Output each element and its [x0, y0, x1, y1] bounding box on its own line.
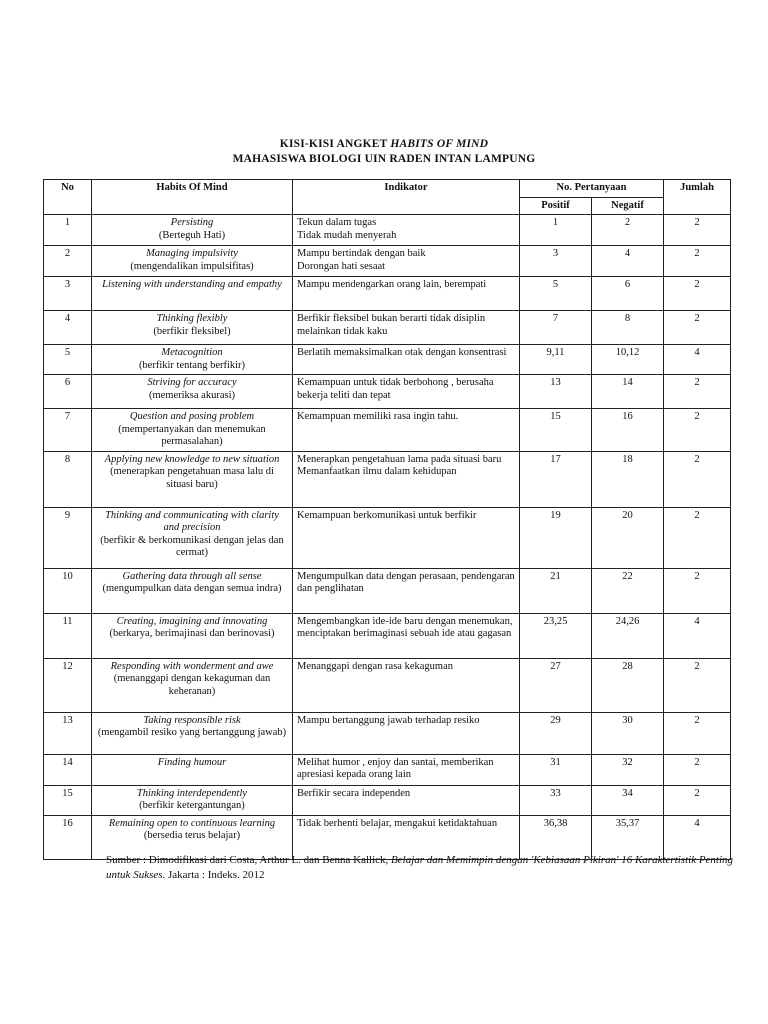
negatif-cell: 18 [592, 451, 664, 507]
positif-cell: 29 [520, 712, 592, 754]
negatif-cell: 30 [592, 712, 664, 754]
indikator-cell [293, 311, 520, 345]
negatif-cell: 8 [592, 311, 664, 345]
row-number: 7 [44, 409, 92, 452]
row-number: 1 [44, 215, 92, 246]
jumlah-cell: 2 [664, 215, 731, 246]
indikator-cell [293, 375, 520, 409]
header-positif: Positif [520, 197, 592, 215]
negatif-cell: 24,26 [592, 613, 664, 658]
row-number: 11 [44, 613, 92, 658]
negatif-cell: 10,12 [592, 345, 664, 375]
indikator-cell [293, 613, 520, 658]
indikator-line: Kemampuan untuk tidak berbohong , berusaha bekerja teliti dan tepat [297, 377, 494, 401]
habit-cell [92, 375, 293, 409]
habit-cell [92, 613, 293, 658]
source-title: Belajar dan Memimpin dengan 'Kebiasaan Pikiran' 16 Karaktertistik Penting untuk Sukses [106, 854, 734, 881]
title-italic: HABITS OF MIND [390, 138, 489, 150]
source-suffix: . Jakarta : Indeks. 2012 [162, 869, 265, 881]
indikator-cell [293, 246, 520, 277]
row-number: 12 [44, 658, 92, 712]
habit-english: Question and posing problem [129, 411, 255, 422]
habit-cell [92, 345, 293, 375]
jumlah-cell: 2 [664, 754, 731, 785]
row-number: 6 [44, 375, 92, 409]
habit-indonesian: (menanggapi dengan kekaguman dan keheranan) [113, 673, 271, 697]
indikator-line: Mengembangkan ide-ide baru dengan menemukan, menciptakan berimaginasi sebuah ide atau gagasan [297, 615, 513, 639]
habit-english: Thinking flexibly [156, 313, 228, 324]
indikator-line: Memanfaatkan ilmu dalam kehidupan [297, 466, 457, 477]
habit-indonesian: (memeriksa akurasi) [148, 389, 235, 401]
habit-english: Applying new knowledge to new situation [104, 453, 280, 465]
row-number: 9 [44, 507, 92, 568]
habit-indonesian: (menerapkan pengetahuan masa lalu di situasi baru) [110, 466, 274, 490]
row-number: 8 [44, 451, 92, 507]
habit-english: Responding with wonderment and awe [110, 660, 274, 672]
table-row [44, 658, 731, 712]
table-row [44, 754, 731, 785]
table-row [44, 345, 731, 375]
negatif-cell: 16 [592, 409, 664, 452]
positif-cell: 15 [520, 409, 592, 452]
negatif-cell: 14 [592, 375, 664, 409]
jumlah-cell: 2 [664, 712, 731, 754]
habit-cell [92, 246, 293, 277]
negatif-cell: 2 [592, 215, 664, 246]
habit-cell [92, 409, 293, 452]
habit-indonesian: (mempertanyakan dan menemukan permasalahan) [118, 423, 266, 447]
table-row [44, 375, 731, 409]
positif-cell: 27 [520, 658, 592, 712]
indikator-line: Berfikir fleksibel bukan berarti tidak disiplin melainkan tidak kaku [297, 313, 486, 337]
negatif-cell: 28 [592, 658, 664, 712]
indikator-line: Tekun dalam tugas [297, 217, 377, 228]
table-row [44, 507, 731, 568]
indikator-line: Mengumpulkan data dengan perasaan, pendengaran dan penglihatan [297, 570, 515, 594]
jumlah-cell: 2 [664, 451, 731, 507]
row-number: 3 [44, 277, 92, 311]
indikator-cell [293, 409, 520, 452]
habit-indonesian: (mengumpulkan data dengan semua indra) [102, 583, 282, 594]
table-row [44, 409, 731, 452]
positif-cell: 7 [520, 311, 592, 345]
negatif-cell: 22 [592, 568, 664, 613]
table-row [44, 215, 731, 246]
header-jumlah: Jumlah [664, 180, 731, 215]
indikator-line: Kemampuan berkomunikasi untuk berfikir [297, 509, 477, 521]
habit-cell [92, 754, 293, 785]
positif-cell: 23,25 [520, 613, 592, 658]
habit-indonesian: (berfikir & berkomunikasi dengan jelas dan cermat) [100, 534, 284, 558]
title-prefix: KISI-KISI ANGKET [279, 138, 388, 150]
indikator-line: Mampu bertanggung jawab terhadap resiko [297, 714, 480, 726]
positif-cell: 17 [520, 451, 592, 507]
table-row [44, 451, 731, 507]
indikator-cell [293, 754, 520, 785]
jumlah-cell: 2 [664, 246, 731, 277]
table-row [44, 246, 731, 277]
indikator-line: Berlatih memaksimalkan otak dengan konsentrasi [297, 347, 507, 358]
indikator-line: Berfikir secara independen [297, 787, 411, 799]
jumlah-cell: 4 [664, 613, 731, 658]
indikator-cell [293, 215, 520, 246]
positif-cell: 33 [520, 785, 592, 815]
source-prefix: Sumber : Dimodifikasi dari Costa, Arthur L. dan Benna Kallick, [106, 854, 389, 866]
indikator-cell [293, 568, 520, 613]
header-negatif: Negatif [592, 197, 664, 215]
habit-cell [92, 277, 293, 311]
header-habits: Habits Of Mind [92, 180, 293, 215]
indikator-cell [293, 785, 520, 815]
habit-english: Persisting [170, 217, 214, 228]
positif-cell: 36,38 [520, 815, 592, 859]
row-number: 4 [44, 311, 92, 345]
jumlah-cell: 2 [664, 409, 731, 452]
habit-english: Thinking and communicating with clarity and precision [105, 509, 279, 533]
habit-indonesian: (berfikir tentang berfikir) [138, 359, 246, 371]
table-row [44, 785, 731, 815]
habit-english: Remaining open to continuous learning [108, 817, 276, 829]
habit-cell [92, 658, 293, 712]
habits-table [43, 179, 731, 860]
habit-indonesian: (bersedia terus belajar) [143, 830, 241, 841]
indikator-line: Mampu bertindak dengan baik [297, 248, 426, 259]
indikator-cell [293, 277, 520, 311]
header-indikator: Indikator [293, 180, 520, 215]
jumlah-cell: 2 [664, 568, 731, 613]
negatif-cell: 4 [592, 246, 664, 277]
negatif-cell: 34 [592, 785, 664, 815]
habit-english: Striving for accuracy [147, 377, 237, 388]
indikator-line: Kemampuan memiliki rasa ingin tahu. [297, 411, 459, 422]
indikator-line: Mampu mendengarkan orang lain, berempati [297, 279, 487, 290]
row-number: 10 [44, 568, 92, 613]
habit-english: Gathering data through all sense [122, 570, 262, 582]
indikator-line: Menanggapi dengan rasa kekaguman [297, 660, 453, 672]
table-header-row [44, 180, 731, 198]
indikator-line: Tidak berhenti belajar, mengakui ketidaktahuan [297, 817, 498, 829]
table-row [44, 568, 731, 613]
negatif-cell: 32 [592, 754, 664, 785]
jumlah-cell: 2 [664, 507, 731, 568]
habit-english: Managing impulsivity [146, 248, 238, 259]
jumlah-cell: 2 [664, 311, 731, 345]
source-citation [106, 853, 746, 883]
indikator-line: Melihat humor , enjoy dan santai, memberikan apresiasi kepada orang lain [297, 756, 494, 780]
indikator-line: Dorongan hati sesaat [297, 260, 386, 272]
habit-indonesian: (berfikir ketergantungan) [139, 800, 245, 811]
table-row [44, 613, 731, 658]
table-row [44, 277, 731, 311]
habit-indonesian: (mengambil resiko yang bertanggung jawab) [97, 727, 287, 738]
table-row [44, 712, 731, 754]
document-title-line2: MAHASISWA BIOLOGI UIN RADEN INTAN LAMPUNG [232, 153, 536, 165]
habit-english: Thinking interdependently [136, 787, 248, 799]
document-title-line1 [0, 138, 768, 150]
habit-english: Listening with understanding and empathy [102, 279, 282, 290]
positif-cell: 9,11 [520, 345, 592, 375]
habit-indonesian: (mengendalikan impulsifitas) [130, 260, 254, 272]
habit-english: Finding humour [157, 756, 227, 768]
header-no: No [44, 180, 92, 215]
positif-cell: 19 [520, 507, 592, 568]
row-number: 15 [44, 785, 92, 815]
row-number: 14 [44, 754, 92, 785]
positif-cell: 3 [520, 246, 592, 277]
jumlah-cell: 2 [664, 375, 731, 409]
habit-english: Taking responsible risk [143, 714, 241, 726]
row-number: 2 [44, 246, 92, 277]
habit-cell [92, 785, 293, 815]
jumlah-cell: 4 [664, 815, 731, 859]
jumlah-cell: 2 [664, 277, 731, 311]
habit-cell [92, 451, 293, 507]
positif-cell: 21 [520, 568, 592, 613]
jumlah-cell: 2 [664, 658, 731, 712]
positif-cell: 31 [520, 754, 592, 785]
indikator-cell [293, 658, 520, 712]
indikator-line: Tidak mudah menyerah [297, 229, 397, 241]
habit-cell [92, 507, 293, 568]
row-number: 5 [44, 345, 92, 375]
jumlah-cell: 4 [664, 345, 731, 375]
positif-cell: 5 [520, 277, 592, 311]
indikator-cell [293, 507, 520, 568]
habit-cell [92, 215, 293, 246]
negatif-cell: 6 [592, 277, 664, 311]
jumlah-cell: 2 [664, 785, 731, 815]
row-number: 13 [44, 712, 92, 754]
habit-cell [92, 712, 293, 754]
positif-cell: 1 [520, 215, 592, 246]
habit-indonesian: (berfikir fleksibel) [153, 325, 231, 337]
negatif-cell: 35,37 [592, 815, 664, 859]
habit-english: Creating, imagining and innovating [116, 615, 268, 627]
indikator-cell [293, 345, 520, 375]
table-body [44, 215, 731, 860]
habit-english: Metacognition [161, 347, 223, 358]
habit-cell [92, 568, 293, 613]
habit-cell [92, 311, 293, 345]
habit-indonesian: (Berteguh Hati) [158, 229, 226, 241]
positif-cell: 13 [520, 375, 592, 409]
table-row [44, 311, 731, 345]
indikator-line: Menerapkan pengetahuan lama pada situasi baru [297, 453, 502, 465]
header-pertanyaan: No. Pertanyaan [520, 180, 664, 198]
negatif-cell: 20 [592, 507, 664, 568]
row-number: 16 [44, 815, 92, 859]
indikator-cell [293, 712, 520, 754]
indikator-cell [293, 451, 520, 507]
habit-indonesian: (berkarya, berimajinasi dan berinovasi) [109, 628, 275, 639]
